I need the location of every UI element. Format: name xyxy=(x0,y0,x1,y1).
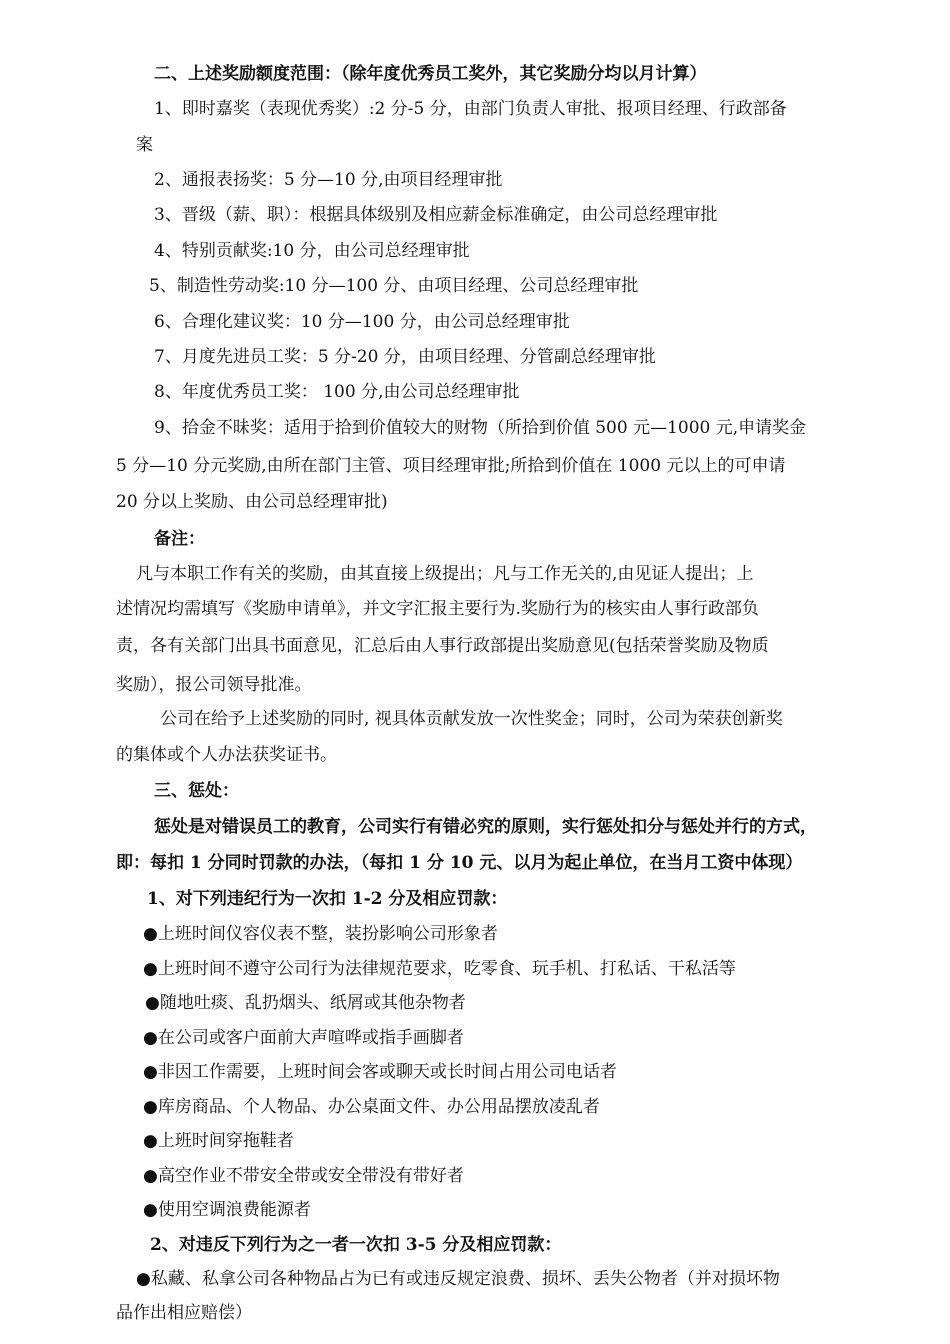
award-item-8: 8、年度优秀员工奖： 100 分,由公司总经理审批 xyxy=(154,382,520,402)
remarks-paragraph-1: 凡与本职工作有关的奖励，由其直接上级提出；凡与工作无关的,由见证人提出；上 xyxy=(136,564,754,584)
award-item-1: 1、即时嘉奖（表现优秀奖）:2 分-5 分，由部门负责人审批、报项目经理、行政部备 xyxy=(154,99,787,119)
award-item-4: 4、特别贡献奖:10 分，由公司总经理审批 xyxy=(154,241,470,261)
award-item-9-continued-2: 20 分以上奖励、由公司总经理审批) xyxy=(116,492,388,512)
penalty-rule-1-item: ●在公司或客户面前大声喧哗或指手画脚者 xyxy=(143,1028,464,1048)
award-item-9-continued: 5 分—10 分元奖励,由所在部门主管、项目经理审批;所拾到价值在 1000 元以上的可申请 xyxy=(116,456,786,476)
award-item-5: 5、制造性劳动奖:10 分—100 分、由项目经理、公司总经理审批 xyxy=(149,276,639,296)
remarks-paragraph-1-line-3: 责，各有关部门出具书面意见，汇总后由人事行政部提出奖励意见(包括荣誉奖励及物质 xyxy=(116,636,769,656)
award-item-7: 7、月度先进员工奖：5 分-20 分，由项目经理、分管副总经理审批 xyxy=(154,347,656,367)
penalty-intro-line-2: 即：每扣 1 分同时罚款的办法，（每扣 1 分 10 元、以月为起止单位，在当月工资中体现） xyxy=(116,853,803,873)
section-3-heading: 三、惩处： xyxy=(154,781,239,801)
penalty-rule-2-item: ●私藏、私拿公司各种物品占为已有或违反规定浪费、损坏、丢失公物者（并对损坏物 xyxy=(136,1269,780,1289)
penalty-intro: 惩处是对错误员工的教育，公司实行有错必究的原则，实行惩处扣分与惩处并行的方式， xyxy=(154,817,817,837)
penalty-rule-2-item-continued: 品作出相应赔偿） xyxy=(116,1303,252,1323)
penalty-rule-1-item: ●上班时间不遵守公司行为法律规范要求，吃零食、玩手机、打私话、干私活等 xyxy=(143,959,736,979)
remarks-paragraph-1-line-2: 述情况均需填写《奖励申请单》，并文字汇报主要行为.奖励行为的核实由人事行政部负 xyxy=(116,599,759,619)
award-item-3: 3、晋级（薪、职）：根据具体级别及相应薪金标准确定，由公司总经理审批 xyxy=(154,205,718,225)
penalty-rule-1-item: ●随地吐痰、乱扔烟头、纸屑或其他杂物者 xyxy=(145,993,466,1013)
remarks-paragraph-2: 公司在给予上述奖励的同时, 视具体贡献发放一次性奖金；同时，公司为荣获创新奖 xyxy=(160,709,783,729)
penalty-rule-1-item: ●非因工作需要，上班时间会客或聊天或长时间占用公司电话者 xyxy=(143,1062,617,1082)
penalty-rule-1-heading: 1、对下列违纪行为一次扣 1-2 分及相应罚款： xyxy=(147,889,508,909)
section-2-heading: 二、上述奖励额度范围：（除年度优秀员工奖外，其它奖励分均以月计算） xyxy=(154,64,707,84)
penalty-rule-1-item: ●库房商品、个人物品、办公桌面文件、办公用品摆放凌乱者 xyxy=(143,1097,600,1117)
award-item-2: 2、通报表扬奖：5 分—10 分,由项目经理审批 xyxy=(154,170,503,190)
award-item-6: 6、合理化建议奖：10 分—100 分，由公司总经理审批 xyxy=(154,312,570,332)
penalty-rule-1-item: ●上班时间穿拖鞋者 xyxy=(143,1131,294,1151)
penalty-rule-1-item: ●高空作业不带安全带或安全带没有带好者 xyxy=(143,1166,464,1186)
penalty-rule-1-item: ●上班时间仪容仪表不整，装扮影响公司形象者 xyxy=(143,924,498,944)
award-item-1-continued: 案 xyxy=(136,135,153,155)
remarks-paragraph-2-line-2: 的集体或个人办法获奖证书。 xyxy=(116,745,337,765)
remarks-heading: 备注： xyxy=(154,529,205,549)
penalty-rule-1-item: ●使用空调浪费能源者 xyxy=(143,1200,311,1220)
penalty-rule-2-heading: 2、对违反下列行为之一者一次扣 3-5 分及相应罚款： xyxy=(150,1235,562,1255)
award-item-9: 9、拾金不昧奖：适用于拾到价值较大的财物（所拾到价值 500 元—1000 元,申请奖金 xyxy=(154,418,807,438)
remarks-paragraph-1-line-4: 奖励），报公司领导批准。 xyxy=(116,675,312,695)
